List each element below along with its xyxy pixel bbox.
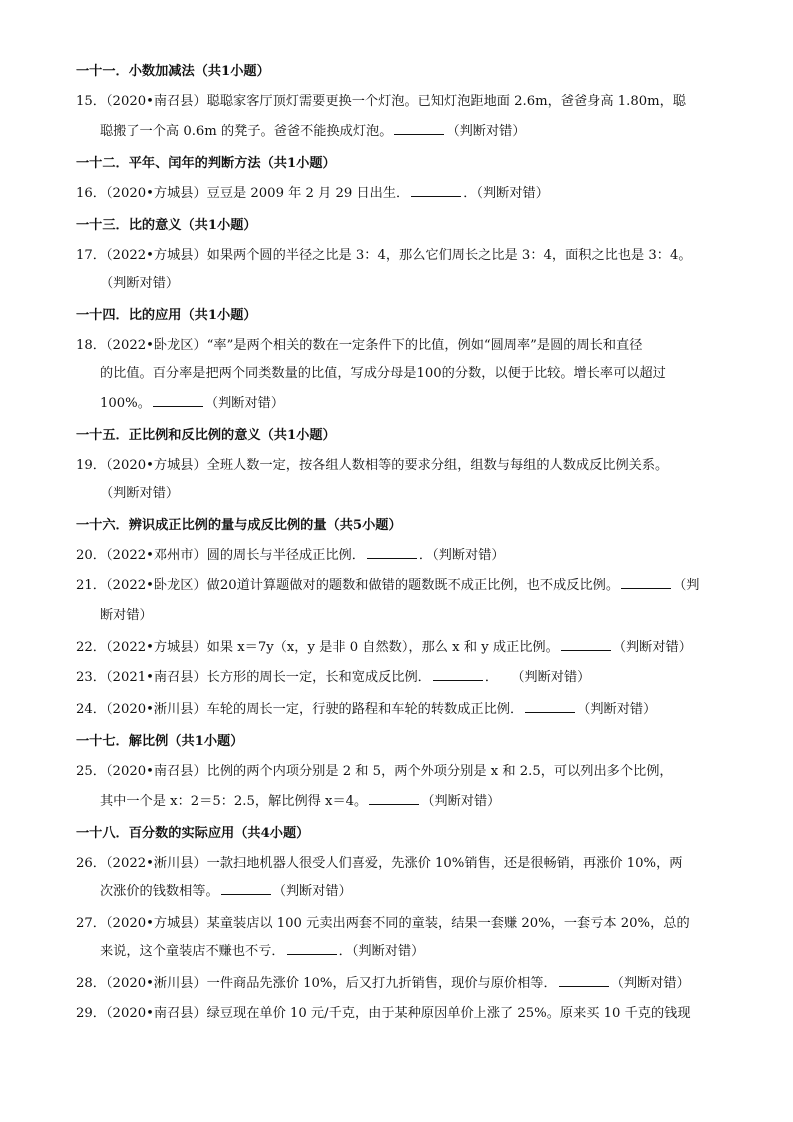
line-text: 24．（2020•淅川县）车轮的周长一定，行驶的路程和车轮的转数成正比例． [76,702,524,717]
line-text: 19．（2020•方城县）全班人数一定，按各组人数相等的要求分组，组数与每组的人数成反比例关系。 [76,458,669,473]
line-text: 来说，这个童装店不赚也不亏． [100,944,285,959]
answer-blank[interactable] [561,636,611,651]
line-text: 次涨价的钱数相等。 [100,884,219,899]
line-suffix: ．（判断对错） [463,186,549,201]
answer-blank[interactable] [433,666,483,681]
question-line [76,243,773,269]
question-line [100,481,773,507]
line-suffix: （判断对错） [204,396,285,411]
question-line [100,271,773,297]
line-suffix: ．（判断对错） [338,944,425,959]
question-line [76,665,773,691]
section-heading [76,213,773,239]
question-line [76,543,773,569]
line-suffix: （判断对错） [272,884,352,899]
line-text: 16．（2020•方城县）豆豆是 2009 年 2 月 29 日出生． [76,186,410,201]
line-text: 26．（2022•淅川县）一款扫地机器人很受人们喜爱，先涨价 10%销售，还是很畅销，再涨价 10%，两 [76,856,683,871]
line-text: 一十二．平年、闰年的判断方法（共1小题） [76,156,336,171]
question-line [76,759,773,785]
answer-blank[interactable] [369,790,419,805]
section-heading [76,423,773,449]
question-line [76,851,773,877]
question-line [76,181,773,207]
line-text: 其中一个是 x：2＝5：2.5，解比例得 x＝4。 [100,794,368,809]
answer-blank[interactable] [621,574,671,589]
line-text: 一十五．正比例和反比例的意义（共1小题） [76,428,336,443]
question-line [100,361,773,387]
question-line [76,635,773,661]
answer-blank[interactable] [367,544,417,559]
line-suffix: ． （判断对错） [484,670,591,685]
line-text: 25．（2020•南召县）比例的两个内项分别是 2 和 5，两个外项分别是 x 和 2.5，可以列出多个比例， [76,764,673,779]
question-line [76,453,773,479]
line-text: 22．（2022•方城县）如果 x＝7y（x，y 是非 0 自然数），那么 x 和 y 成正比例。 [76,640,559,655]
section-heading [76,821,773,847]
question-line [76,697,773,723]
question-line [76,971,773,997]
question-line [100,391,773,417]
question-line [100,939,773,965]
line-text: 29．（2020•南召县）绿豆现在单价 10 元/千克，由于某种原因单价上涨了 25%。原来买 10 千克的钱现 [76,1006,691,1021]
section-heading [76,151,773,177]
answer-blank[interactable] [287,940,337,955]
line-suffix: （判断对错） [577,702,657,717]
question-line [76,911,773,937]
line-text: 27．（2020•方城县）某童装店以 100 元卖出两套不同的童装，结果一套赚 20%，一套亏本 20%，总的 [76,916,690,931]
line-text: 聪搬了一个高 0.6m 的凳子。爸爸不能换成灯泡。 [100,124,393,139]
question-line [76,1001,773,1027]
line-text: 的比值。百分率是把两个同类数量的比值，写成分母是100的分数，以便于比较。增长率可以超过 [100,366,666,381]
line-suffix: （判断对错） [446,124,526,139]
section-heading [76,303,773,329]
question-line [100,119,773,145]
line-text: 一十七．解比例（共1小题） [76,734,244,749]
line-suffix: （判断对错） [421,794,501,809]
line-text: 一十一．小数加减法（共1小题） [76,64,270,79]
line-text: 28．（2020•淅川县）一件商品先涨价 10%，后又打九折销售，现价与原价相等． [76,976,557,991]
section-heading [76,59,773,85]
line-suffix: （判断对错） [612,640,692,655]
question-line [100,879,773,905]
line-suffix: ．（判断对错） [418,548,505,563]
line-suffix: （判断对错） [610,976,690,991]
question-line [76,573,773,599]
line-text: 断对错） [100,608,153,623]
section-heading [76,729,773,755]
line-text: 15．（2020•南召县）聪聪家客厅顶灯需要更换一个灯泡。已知灯泡距地面 2.6m，爸爸身高 1.80m，聪 [76,94,686,109]
section-heading [76,513,773,539]
line-text: 一十三．比的意义（共1小题） [76,218,257,233]
answer-blank[interactable] [221,880,271,895]
line-text: 一十四．比的应用（共1小题） [76,308,257,323]
line-text: 18．（2022•卧龙区）“率”是两个相关的数在一定条件下的比值，例如“圆周率”是圆的周长和直径 [76,338,643,353]
question-line [100,603,773,629]
answer-blank[interactable] [153,392,203,407]
line-text: 一十八．百分数的实际应用（共4小题） [76,826,310,841]
line-text: 100%。 [100,396,151,411]
line-text: （判断对错） [100,486,180,501]
line-text: 17．（2022•方城县）如果两个圆的半径之比是 3：4，那么它们周长之比是 3：4，面积之比也是 3：4。 [76,248,692,263]
line-text: 21．（2022•卧龙区）做20道计算题做对的题数和做错的题数既不成正比例，也不成反比例。 [76,578,620,593]
line-text: 20．（2022•邓州市）圆的周长与半径成正比例． [76,548,365,563]
question-line [76,333,773,359]
line-text: 23．（2021•南召县）长方形的周长一定，长和宽成反比例． [76,670,431,685]
line-text: 一十六．辨识成正比例的量与成反比例的量（共5小题） [76,518,402,533]
question-line [76,89,773,115]
answer-blank[interactable] [525,698,575,713]
answer-blank[interactable] [559,972,609,987]
line-suffix: （判 [673,578,700,593]
answer-blank[interactable] [394,120,444,135]
line-text: （判断对错） [100,276,180,291]
question-line [100,789,773,815]
answer-blank[interactable] [411,182,461,197]
